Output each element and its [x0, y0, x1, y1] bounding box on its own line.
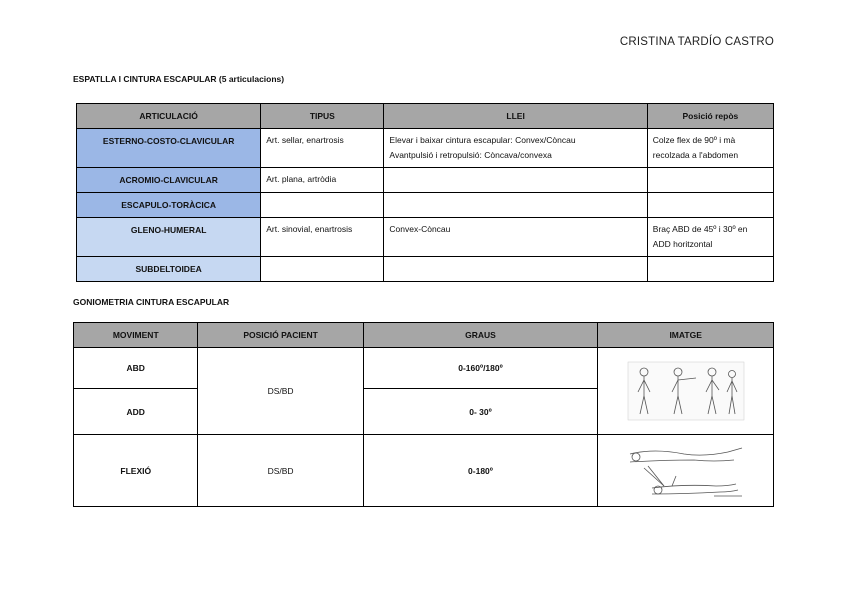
articulation-law: [384, 129, 647, 168]
abduction-sketch: [626, 360, 746, 422]
table-row: [77, 257, 774, 282]
column-header-llei: LLEI: [384, 104, 647, 129]
flexion-figure: [598, 440, 773, 502]
articulation-law: [384, 193, 647, 218]
column-header-posicio-pacient: POSICIÓ PACIENT: [198, 323, 363, 348]
articulation-name: ACROMIO-CLAVICULAR: [77, 168, 261, 193]
table-row: [77, 193, 774, 218]
degrees-range: 0- 30º: [363, 389, 598, 435]
rest-line: ADD horitzontal: [652, 239, 713, 249]
column-header-posicio-repos: Posició repòs: [647, 104, 773, 129]
articulation-type: Art. sinovial, enartrosis: [261, 218, 384, 257]
goniometry-table: [73, 322, 774, 507]
rest-position: [647, 257, 773, 282]
image-cell: [598, 348, 774, 435]
law-line: Elevar i baixar cintura escapular: Convex/Còncau: [389, 135, 576, 145]
table-row: [74, 435, 774, 507]
articulation-law: Convex-Còncau: [384, 218, 647, 257]
articulation-name: ESCAPULO-TORÀCICA: [77, 193, 261, 218]
patient-position: DS/BD: [198, 435, 363, 507]
articulation-name: GLENO-HUMERAL: [77, 218, 261, 257]
articulations-table: [76, 103, 774, 282]
abd-add-figure: [598, 360, 773, 422]
degrees-range: 0-180º: [363, 435, 598, 507]
movement-name: FLEXIÓ: [74, 435, 198, 507]
column-header-graus: GRAUS: [363, 323, 598, 348]
law-line: Avantpulsió i retropulsió: Còncava/convexa: [389, 150, 552, 160]
column-header-articulacio: ARTICULACIÓ: [77, 104, 261, 129]
table-row: [77, 129, 774, 168]
articulation-law: [384, 257, 647, 282]
table-row: [77, 168, 774, 193]
rest-position: [647, 193, 773, 218]
articulation-type: Art. sellar, enartrosis: [261, 129, 384, 168]
rest-position: [647, 218, 773, 257]
author-name: CRISTINA TARDÍO CASTRO: [619, 36, 774, 48]
rest-position: [647, 129, 773, 168]
flexion-sketch: [624, 440, 748, 502]
movement-name: ADD: [74, 389, 198, 435]
section-title-espatlla: ESPATLLA I CINTURA ESCAPULAR (5 articulacions): [73, 74, 285, 84]
rest-line: recolzada a l'abdomen: [652, 150, 739, 160]
image-cell: [598, 435, 774, 507]
articulation-name: SUBDELTOIDEA: [77, 257, 261, 282]
table-row: [77, 218, 774, 257]
articulation-type: Art. plana, artròdia: [261, 168, 384, 193]
section-title-goniometria: GONIOMETRIA CINTURA ESCAPULAR: [73, 297, 230, 307]
articulation-law: [384, 168, 647, 193]
column-header-tipus: TIPUS: [261, 104, 384, 129]
movement-name: ABD: [74, 348, 198, 389]
column-header-moviment: MOVIMENT: [74, 323, 198, 348]
rest-position: [647, 168, 773, 193]
table-header-row: [77, 104, 774, 129]
table-header-row: [74, 323, 774, 348]
articulation-type: [261, 193, 384, 218]
rest-line: Colze flex de 90º i mà: [652, 135, 736, 145]
patient-position: DS/BD: [198, 348, 363, 435]
column-header-imatge: IMATGE: [598, 323, 774, 348]
rest-line: Braç ABD de 45º i 30º en: [652, 224, 748, 234]
articulation-name: ESTERNO-COSTO-CLAVICULAR: [77, 129, 261, 168]
table-row: [74, 348, 774, 389]
degrees-range: 0-160º/180º: [363, 348, 598, 389]
articulation-type: [261, 257, 384, 282]
